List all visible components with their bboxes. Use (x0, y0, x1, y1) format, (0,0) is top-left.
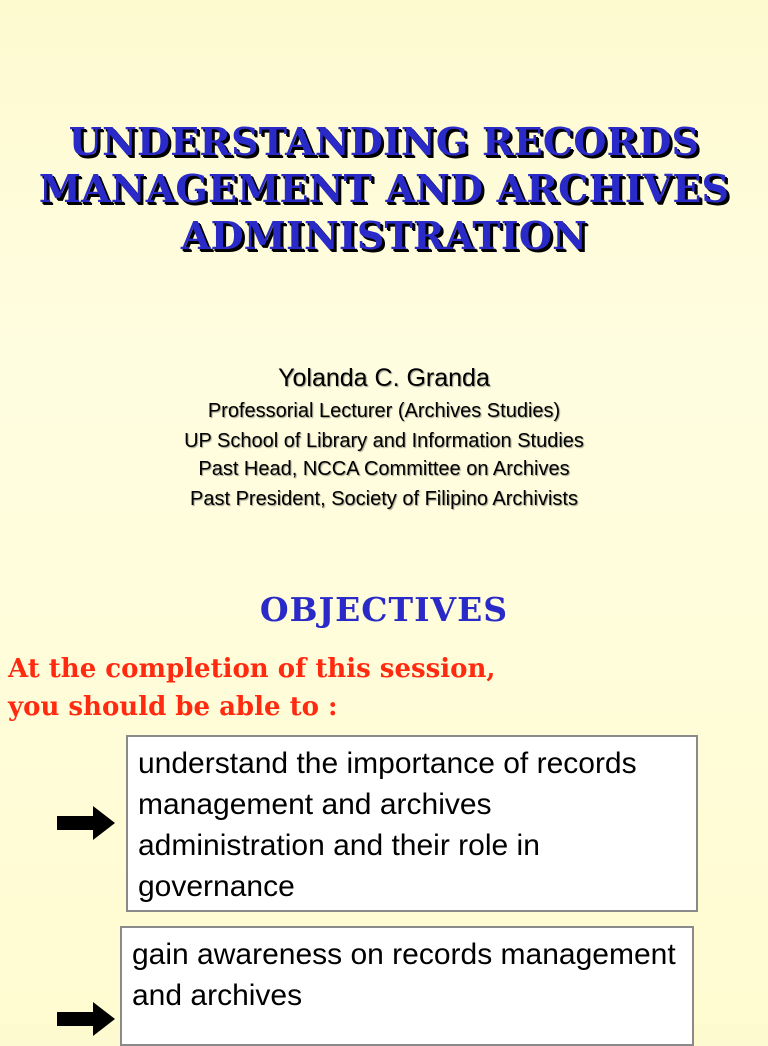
intro-line: you should be able to : (8, 692, 338, 722)
slide-title (0, 118, 768, 259)
author-block (0, 362, 768, 514)
objective-box: understand the importance of records management and archives administration and their role in governance (126, 735, 698, 912)
author-name: Yolanda C. Granda (278, 364, 490, 392)
title-line: UNDERSTANDING RECORDS (68, 119, 700, 164)
objective-box: gain awareness on records management and archives (120, 926, 694, 1046)
right-arrow-icon (57, 806, 117, 840)
author-credential: UP School of Library and Information Studies (184, 430, 584, 452)
title-line: MANAGEMENT AND ARCHIVES (38, 166, 730, 211)
author-credential: Professorial Lecturer (Archives Studies) (207, 400, 561, 422)
intro-line: At the completion of this session, (8, 654, 496, 684)
objectives-intro (8, 650, 768, 726)
title-line: ADMINISTRATION (180, 213, 588, 258)
objectives-heading: OBJECTIVES (259, 590, 509, 629)
author-credential: Past President, Society of Filipino Archivists (190, 488, 578, 510)
right-arrow-icon (57, 1002, 117, 1036)
author-credential: Past Head, NCCA Committee on Archives (198, 458, 570, 480)
